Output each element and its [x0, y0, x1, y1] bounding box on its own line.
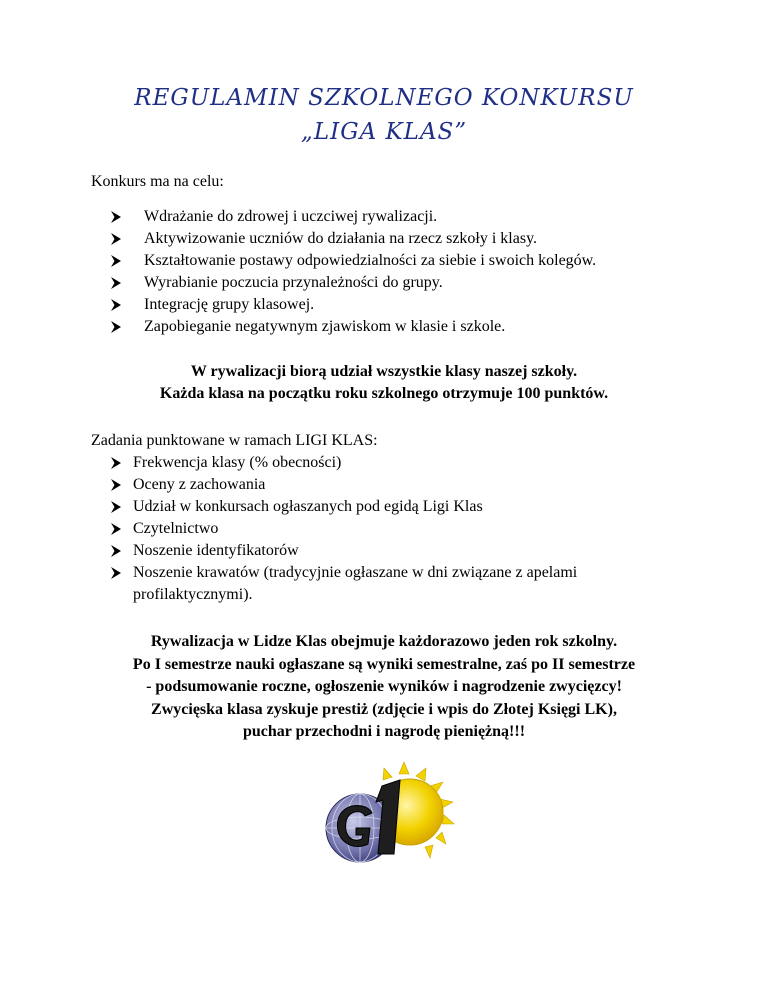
task-text: Noszenie krawatów (tradycyjnie ogłaszane w dni związane z apelami profilaktycznymi).: [133, 564, 578, 603]
school-logo-sun-globe-icon: [312, 758, 458, 868]
arrow-bullet-icon: [110, 299, 122, 311]
arrow-bullet-icon: [110, 545, 122, 557]
announcement-line1: W rywalizacji biorą udział wszystkie klasy naszej szkoły.: [190, 363, 578, 380]
list-item: [110, 518, 670, 540]
announcement-line2: Każda klasa na początku roku szkolnego otrzymuje 100 punktów.: [159, 385, 609, 402]
arrow-bullet-icon: [110, 479, 122, 491]
goal-text: Aktywizowanie uczniów do działania na rzecz szkoły i klasy.: [144, 230, 538, 247]
intro-text: Konkurs ma na celu:: [91, 173, 224, 190]
arrow-bullet-icon: [110, 501, 122, 513]
document-title-line1: REGULAMIN SZKOLNEGO KONKURSU: [134, 85, 634, 111]
summary-line1: Rywalizacja w Lidze Klas obejmuje każdorazowo jeden rok szkolny.: [150, 633, 618, 650]
list-item: [110, 496, 670, 518]
arrow-bullet-icon: [110, 255, 122, 267]
list-item: [110, 540, 670, 562]
goal-text: Wdrażanie do zdrowej i uczciwej rywalizacji.: [144, 208, 438, 225]
list-item: [110, 272, 596, 294]
arrow-bullet-icon: [110, 523, 122, 535]
goal-text: Wyrabianie poczucia przynależności do grupy.: [144, 274, 443, 291]
task-text: Oceny z zachowania: [133, 476, 266, 493]
tasks-heading: Zadania punktowane w ramach LIGI KLAS:: [91, 432, 378, 449]
list-item: [110, 316, 596, 338]
list-item: [110, 294, 596, 316]
arrow-bullet-icon: [110, 233, 122, 245]
tasks-list: [110, 452, 670, 606]
goals-list: [110, 206, 596, 338]
summary-line2: Po I semestrze nauki ogłaszane są wyniki semestralne, zaś po II semestrze: [132, 656, 636, 673]
list-item: [110, 206, 596, 228]
summary-line3: - podsumowanie roczne, ogłoszenie wyników i nagrodzenie zwycięzcy!: [146, 678, 622, 695]
list-item: [110, 474, 670, 496]
summary-line4: Zwycięska klasa zyskuje prestiż (zdjęcie i wpis do Złotej Księgi LK),: [151, 701, 617, 718]
goal-text: Zapobieganie negatywnym zjawiskom w klasie i szkole.: [144, 318, 506, 335]
arrow-bullet-icon: [110, 457, 122, 469]
task-text: Czytelnictwo: [133, 520, 219, 537]
list-item: [110, 562, 670, 606]
task-text: Frekwencja klasy (% obecności): [133, 454, 342, 471]
goal-text: Kształtowanie postawy odpowiedzialności za siebie i swoich kolegów.: [144, 252, 597, 269]
arrow-bullet-icon: [110, 321, 122, 333]
task-text: Noszenie identyfikatorów: [133, 542, 299, 559]
list-item: [110, 452, 670, 474]
task-text: Udział w konkursach ogłaszanych pod egidą Ligi Klas: [133, 498, 483, 515]
document-title-line2: „LIGA KLAS”: [300, 119, 468, 145]
arrow-bullet-icon: [110, 211, 122, 223]
list-item: [110, 250, 596, 272]
summary-line5: puchar przechodni i nagrodę pieniężną!!!: [242, 723, 526, 740]
arrow-bullet-icon: [110, 277, 122, 289]
list-item: [110, 228, 596, 250]
goal-text: Integrację grupy klasowej.: [144, 296, 315, 313]
arrow-bullet-icon: [110, 567, 122, 579]
